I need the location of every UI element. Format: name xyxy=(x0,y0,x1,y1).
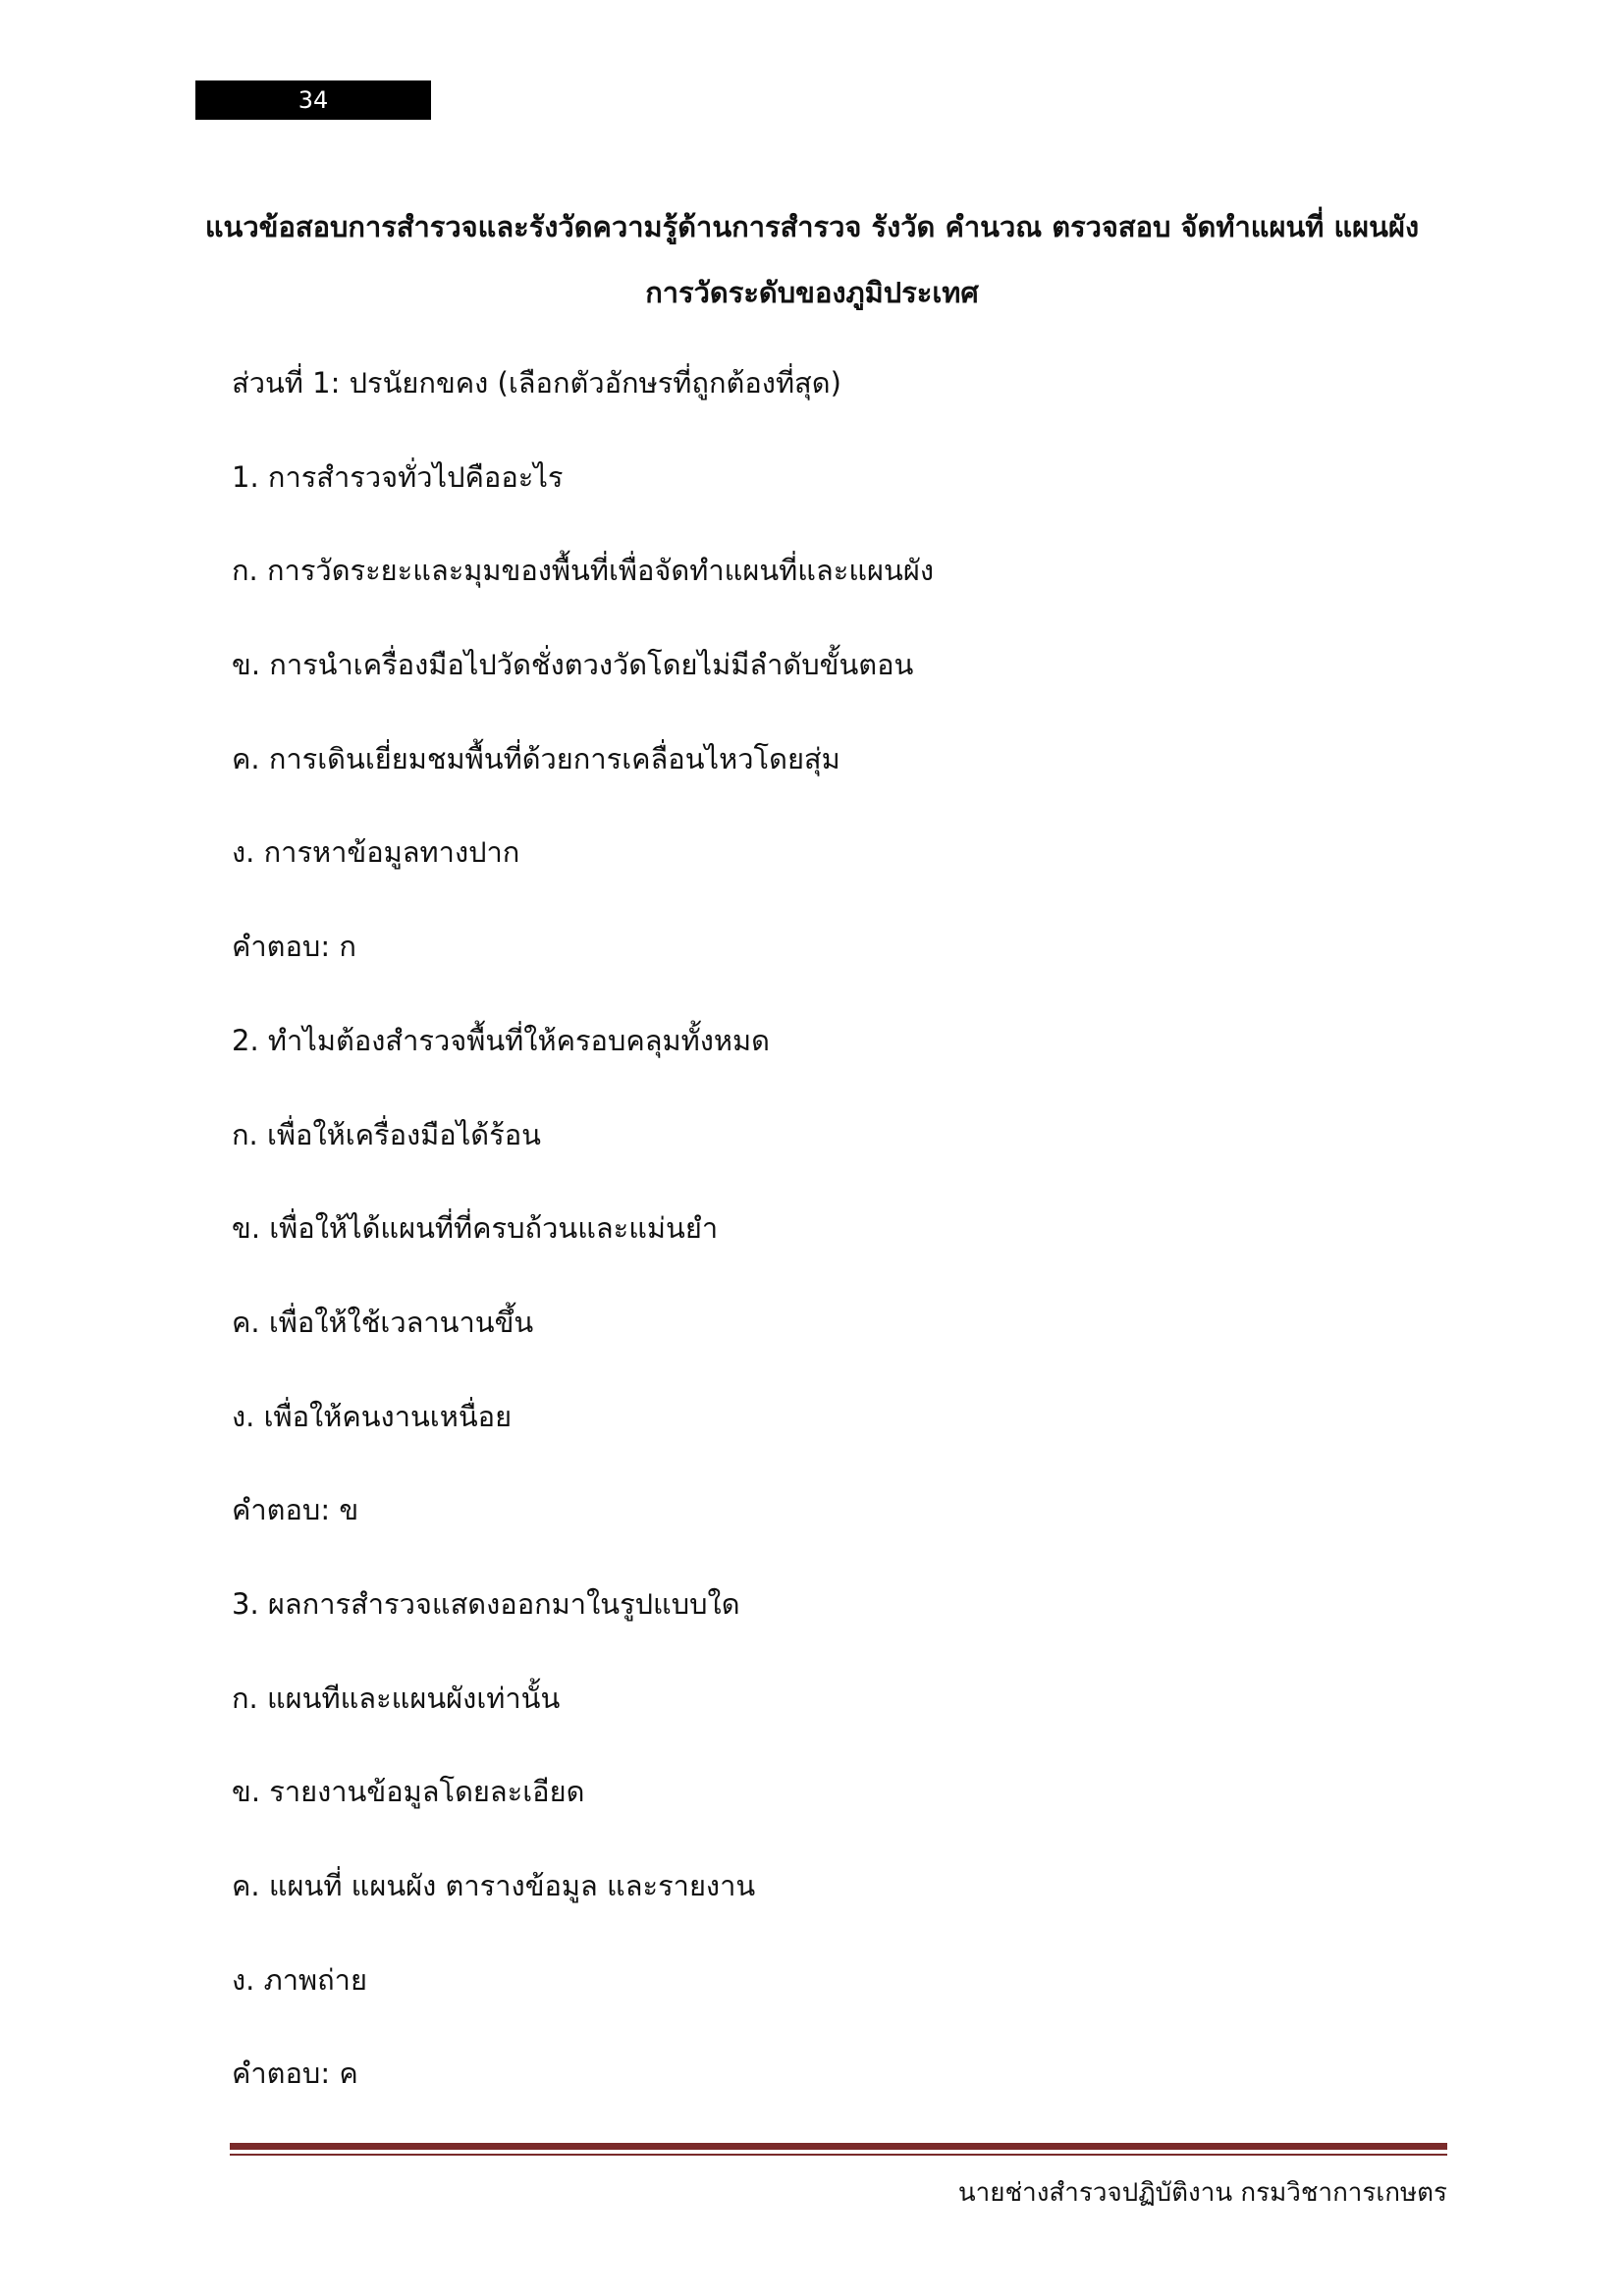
section-heading: ส่วนที่ 1: ปรนัยกขคง (เลือกตัวอักษรที่ถูกต้องที่สุด) xyxy=(232,366,841,400)
choice-item: ข. รายงานข้อมูลโดยละเอียด xyxy=(232,1775,585,1809)
choice-item: ข. เพื่อให้ได้แผนที่ที่ครบถ้วนและแม่นยำ xyxy=(232,1211,719,1246)
page-number: 34 xyxy=(195,80,431,120)
question-text: 2. ทำไมต้องสำรวจพื้นที่ให้ครอบคลุมทั้งหมด xyxy=(232,1023,770,1057)
answer-text: คำตอบ: ก xyxy=(232,930,356,964)
question-block-2 xyxy=(232,1021,1449,1584)
question-block-1 xyxy=(232,457,1449,1021)
choice-item: ค. แผนที่ แผนผัง ตารางข้อมูล และรายงาน xyxy=(232,1869,756,1902)
footer-divider xyxy=(230,2143,1447,2150)
choice-item: ก. แผนทีและแผนผังเท่านั้น xyxy=(232,1681,561,1715)
choice-item: ก. เพื่อให้เครื่องมือได้ร้อน xyxy=(232,1117,541,1151)
question-text: 1. การสำรวจทั่วไปคืออะไร xyxy=(232,459,564,494)
page-title-line-1: แนวข้อสอบการสำรวจและรังวัดความรู้ด้านการสำรวจ รังวัด คำนวณ ตรวจสอบ จัดทำแผนที่ แผนผัง xyxy=(204,210,1420,243)
answer-text: คำตอบ: ค xyxy=(232,2056,358,2091)
footer-text: นายช่างสำรวจปฏิบัติงาน กรมวิชาการเกษตร xyxy=(957,2178,1447,2208)
document-body xyxy=(232,363,1449,2148)
question-text: 3. ผลการสำรวจแสดงออกมาในรูปแบบใด xyxy=(232,1586,740,1621)
choice-item: ค. การเดินเยี่ยมชมพื้นที่ด้วยการเคลื่อนไหวโดยสุ่ม xyxy=(232,741,840,775)
choice-item: ข. การนำเครื่องมือไปวัดชั่งตวงวัดโดยไม่มีลำดับขั้นตอน xyxy=(232,648,914,682)
choice-item: ง. การหาข้อมูลทางปาก xyxy=(232,835,520,870)
choice-item: ค. เพื่อให้ใช้เวลานานขึ้น xyxy=(232,1305,534,1339)
page-title-line-2: การวัดระดับของภูมิประเทศ xyxy=(645,276,979,309)
choice-item: ก. การวัดระยะและมุมของพื้นที่เพื่อจัดทำแผนที่และแผนผัง xyxy=(232,554,934,588)
question-block-3 xyxy=(232,1584,1449,2148)
footer-divider-thin xyxy=(230,2154,1447,2156)
choice-item: ง. ภาพถ่าย xyxy=(232,1962,367,1997)
answer-text: คำตอบ: ข xyxy=(232,1493,359,1527)
choice-item: ง. เพื่อให้คนงานเหนื่อย xyxy=(232,1399,513,1433)
